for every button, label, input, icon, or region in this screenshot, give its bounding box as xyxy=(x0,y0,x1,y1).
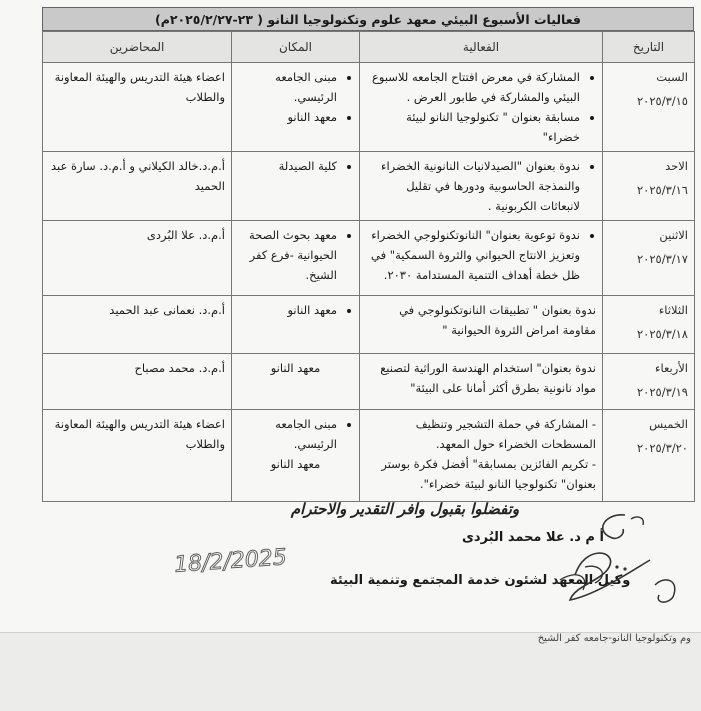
activity-text: ندوة بعنوان" استخدام الهندسة الوراثية لتصنيع مواد نانونية بطرق أكثر أمانا على البيئة" xyxy=(380,361,596,395)
handwritten-date xyxy=(170,540,300,584)
place-cell xyxy=(232,410,360,502)
events-table xyxy=(42,31,695,502)
lecturers-cell: أ.م.د. نعمانى عبد الحميد xyxy=(43,296,232,354)
activity-item: • مسابقة بعنوان " تكنولوجيا النانو لبيئة خضراء" xyxy=(366,107,580,147)
day-name: الأربعاء xyxy=(655,361,688,375)
header-date: التاريخ xyxy=(603,32,695,63)
place-item: • كلية الصيدلة xyxy=(238,156,337,176)
place-cell xyxy=(232,221,360,296)
activity-item: • ندوة توعوية بعنوان" النانوتكنولوجي الخضراء وتعزيز الانتاج الحيواني والثروة السمكية" في ظل خطة أهداف التنمية المستدامة ٢٠٣٠. xyxy=(366,225,580,285)
day-date: ٢٠٢٥/٣/١٩ xyxy=(637,385,688,399)
activity-cell xyxy=(360,296,603,354)
day-date: ٢٠٢٥/٣/١٦ xyxy=(637,183,688,197)
place-text: معهد النانو xyxy=(270,361,321,375)
lecturers-cell: أ.م.د. محمد مصباح xyxy=(43,354,232,410)
header-activity: الفعالية xyxy=(360,32,603,63)
document-title: فعاليات الأسبوع البيئي معهد علوم وتكنولوجيا النانو ( ٢٣-٢٠٢٥/٢/٢٧م) xyxy=(42,7,694,31)
closing-remark: وتفضلوا بقبول وافر التقدير والاحترام xyxy=(290,500,520,518)
place-cell xyxy=(232,296,360,354)
handwritten-date-drawing xyxy=(170,540,300,580)
activity-item: • المشاركة في معرض افتتاح الجامعه للاسبوع البيئي والمشاركة في طابور العرض . xyxy=(366,67,580,107)
table-row xyxy=(43,354,695,410)
activity-line: - تكريم الفائزين بمسابقة" أفضل فكرة بوستر بعنوان" تكنولوجيا النانو لبيئة خضراء". xyxy=(381,457,596,491)
activity-cell xyxy=(360,63,603,152)
table-row xyxy=(43,221,695,296)
place-cell xyxy=(232,152,360,221)
activity-line: - المشاركة في حملة التشجير وتنظيف المسطحات الخضراء حول المعهد. xyxy=(415,417,596,451)
day-name: الخميس xyxy=(649,417,688,431)
date-cell xyxy=(603,410,695,502)
activity-cell xyxy=(360,410,603,502)
day-name: الاحد xyxy=(665,159,688,173)
date-cell xyxy=(603,152,695,221)
lecturers-cell: أ.م.د. علا البُردى xyxy=(43,221,232,296)
place-cell xyxy=(232,63,360,152)
day-date: ٢٠٢٥/٣/١٧ xyxy=(637,252,688,266)
signatory-title: وكيل المعهد لشئون خدمة المجتمع وتنمية البيئة xyxy=(330,573,631,588)
day-name: الاثنين xyxy=(659,228,688,242)
place-item: • معهد النانو xyxy=(238,300,337,320)
place-item: • معهد بحوث الصحة الحيوانية -فرع كفر الشيخ. xyxy=(238,225,337,285)
table-row xyxy=(43,296,695,354)
day-date: ٢٠٢٥/٣/١٨ xyxy=(637,327,688,341)
date-cell xyxy=(603,354,695,410)
table-row xyxy=(43,63,695,152)
handwritten-date-text: 18/2/2025 xyxy=(173,545,288,578)
day-name: الثلاثاء xyxy=(658,303,688,317)
lecturers-cell: اعضاء هيئة التدريس والهيئة المعاونة والطلاب xyxy=(43,410,232,502)
lecturers-cell: اعضاء هيئة التدريس والهيئة المعاونة والطلاب xyxy=(43,63,232,152)
table-row xyxy=(43,152,695,221)
place-item: • مبنى الجامعه الرئيسي. xyxy=(238,67,337,107)
day-date: ٢٠٢٥/٣/٢٠ xyxy=(637,441,688,455)
signature-drawing xyxy=(555,505,695,615)
activity-cell xyxy=(360,221,603,296)
activity-cell xyxy=(360,354,603,410)
signatory-name: أ م د. علا محمد البُردى xyxy=(462,530,604,545)
place-extra: معهد النانو xyxy=(270,457,321,471)
activity-text: ندوة بعنوان " تطبيقات النانوتكنولوجي في مقاومة امراض الثروة الحيوانية " xyxy=(399,303,596,337)
date-cell xyxy=(603,221,695,296)
header-place: المكان xyxy=(232,32,360,63)
page-footer: وم وتكنولوجيا النانو-جامعه كفر الشيخ xyxy=(537,633,691,644)
header-lecturers: المحاضرين xyxy=(43,32,232,63)
date-cell xyxy=(603,63,695,152)
day-date: ٢٠٢٥/٣/١٥ xyxy=(637,94,688,108)
signature-scribble xyxy=(555,505,695,619)
activity-item: • ندوة بعنوان "الصيدلانيات النانونية الخضراء والنمذجة الحاسوبية ودورها في تقليل لانبعاثات الكربونية . xyxy=(366,156,580,216)
place-item: • معهد النانو xyxy=(238,107,337,127)
date-cell xyxy=(603,296,695,354)
activity-cell xyxy=(360,152,603,221)
place-item: • مبنى الجامعه الرئيسي. xyxy=(238,414,337,454)
place-cell xyxy=(232,354,360,410)
lecturers-cell: أ.م.د.خالد الكيلاني و أ.م.د. سارة عبد الحميد xyxy=(43,152,232,221)
table-header-row xyxy=(43,32,695,63)
table-row xyxy=(43,410,695,502)
day-name: السبت xyxy=(656,70,688,84)
